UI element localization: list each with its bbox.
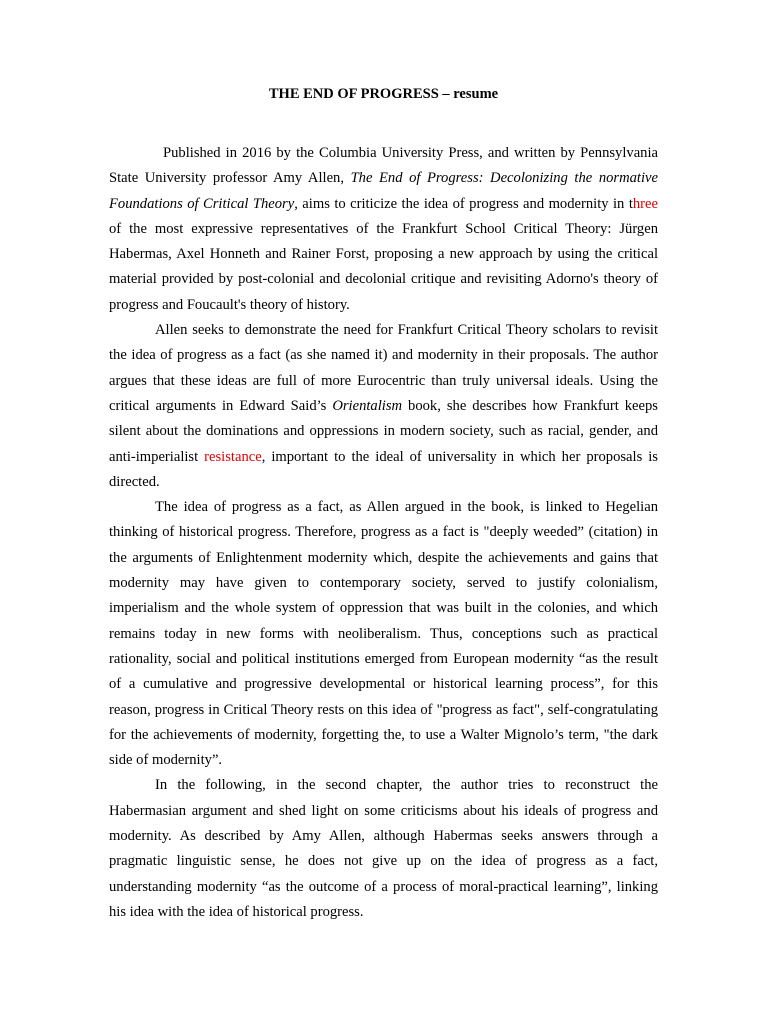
highlighted-three: hree [632,195,658,212]
p1-text-c: of the most expressive representatives of the Frankfurt School Critical Theory: Jürgen Habermas, Axel Honneth and Rainer Forst, proposing a new approach by using the critical material provided by post-colonial and decolonial critique and revisiting Adorno's theory of progress and Foucault's theory of history. [109,220,658,313]
paragraph-3: The idea of progress as a fact, as Allen argued in the book, is linked to Hegelian thinking of historical progress. Therefore, progress as a fact is "deeply weeded” (citation) in the arguments of Enlightenment modernity which, despite the achievements and gains that modernity may have given to contemporary society, served to justify colonialism, imperialism and the whole system of oppression that was built in the colonies, and which remains today in new forms with neoliberalism. Thus, conceptions such as practical rationality, social and political institutions emerged from European modernity “as the result of a cumulative and progressive developmental or historical learning process”, for this reason, progress in Critical Theory rests on this idea of "progress as fact", self-congratulating for the achievements of modernity, forgetting the, to use a Walter Mignolo’s term, "the dark side of modernity”. [109,499,658,769]
p2-text-b: book, she describes how Frankfurt keeps silent about the dominations and oppressions in modern society, such as racial, gender, and anti-imperialist [109,397,658,465]
p2-text-c: , important to the ideal of universality in which her proposals is directed. [109,448,658,490]
orientalism-title: Orientalism [332,397,403,414]
p1-text-b: , aims to criticize the idea of progress and modernity in [294,195,629,212]
p1-text-a: Published in 2016 by the Columbia University Press, and written by Pennsylvania State University professor Amy Allen, [109,145,658,187]
paragraph-4: In the following, in the second chapter, the author tries to reconstruct the Habermasian argument and shed light on some criticisms about his ideals of progress and modernity. As described by Amy Allen, although Habermas seeks answers through a pragmatic linguistic sense, he does not give up on the idea of progress as a fact, understanding modernity “as the outcome of a process of moral-practical learning”, linking his idea with the idea of historical progress. [109,777,658,920]
document-body [109,141,658,925]
p2-text-a: Allen seeks to demonstrate the need for Frankfurt Critical Theory scholars to revisit the idea of progress as a fact (as she named it) and modernity in their proposals. The author argues that these ideas are full of more Eurocentric than truly universal ideals. Using the critical arguments in Edward Said’s [109,322,658,414]
paragraph-1 [109,141,658,318]
p1-t-char: t [628,195,633,212]
document-title: THE END OF PROGRESS – resume [268,86,499,102]
book-title: The End of Progress: Decolonizing the normative Foundations of Critical Theory [109,170,658,212]
highlighted-resistance: resistance [204,448,262,465]
paragraph-2 [109,318,658,495]
